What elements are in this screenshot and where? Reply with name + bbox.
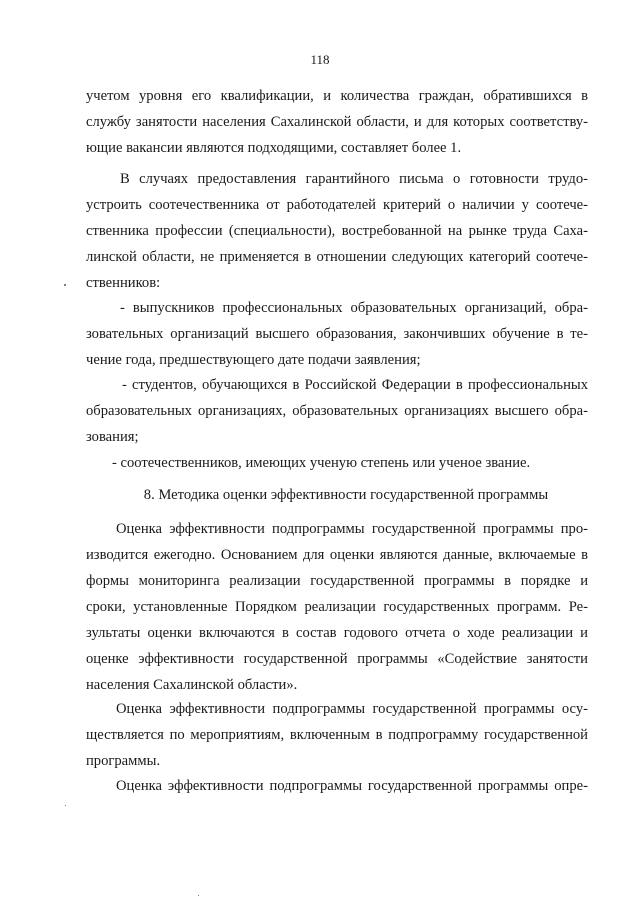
scan-speck [198, 895, 199, 896]
text-line: Оценка эффективности подпрограммы государственной программы осу- [116, 701, 588, 717]
text-line: ществляется по мероприятиям, включенным в подпрограмму государственной [86, 727, 588, 743]
scan-speck [64, 284, 66, 286]
text-line: линской области, не применяется в отношении следующих категорий соотече- [86, 249, 588, 265]
scan-speck [65, 805, 66, 806]
text-line: службу занятости населения Сахалинской области, и для которых соответству- [86, 114, 588, 130]
list-item-line: образовательных организациях, образовательных организациях высшего обра- [86, 403, 588, 419]
list-item-line: - выпускников профессиональных образовательных организаций, обра- [120, 300, 588, 316]
list-item-line: зования; [86, 429, 139, 445]
text-line: В случаях предоставления гарантийного письма о готовности трудо- [120, 171, 588, 187]
section-heading: 8. Методика оценки эффективности государственной программы [143, 487, 549, 503]
text-line: Оценка эффективности подпрограммы государственной программы опре- [116, 778, 588, 794]
text-line: ственников: [86, 275, 161, 291]
text-line: ющие вакансии являются подходящими, составляет более 1. [86, 140, 462, 156]
text-line: сроки, установленные Порядком реализации государственных программ. Ре- [86, 599, 588, 615]
text-line: формы мониторинга реализации государственной программы в порядке и [86, 573, 588, 589]
text-line: устроить соотечественника от работодателей критерий о наличии у соотече- [86, 197, 588, 213]
list-item-line: - соотечественников, имеющих ученую степень или ученое звание. [112, 455, 531, 471]
text-line: учетом уровня его квалификации, и количества граждан, обратившихся в [86, 88, 588, 104]
text-line: зультаты оценки включаются в состав годового отчета о ходе реализации и [86, 625, 588, 641]
text-line: программы. [86, 753, 161, 769]
text-line: оценке эффективности государственной программы «Содействие занятости [86, 651, 588, 667]
text-line: населения Сахалинской области». [86, 677, 298, 693]
list-item-line: чение года, предшествующего дате подачи заявления; [86, 352, 421, 368]
text-line: ственника профессии (специальности), востребованной на рынке труда Саха- [86, 223, 588, 239]
text-line: Оценка эффективности подпрограммы государственной программы про- [116, 521, 588, 537]
page-number: 118 [310, 52, 330, 67]
list-item-line: - студентов, обучающихся в Российской Федерации в профессиональных [122, 377, 588, 393]
list-item-line: зовательных организаций высшего образования, закончивших обучение в те- [86, 326, 588, 342]
text-line: изводится ежегодно. Основанием для оценки являются данные, включаемые в [86, 547, 588, 563]
